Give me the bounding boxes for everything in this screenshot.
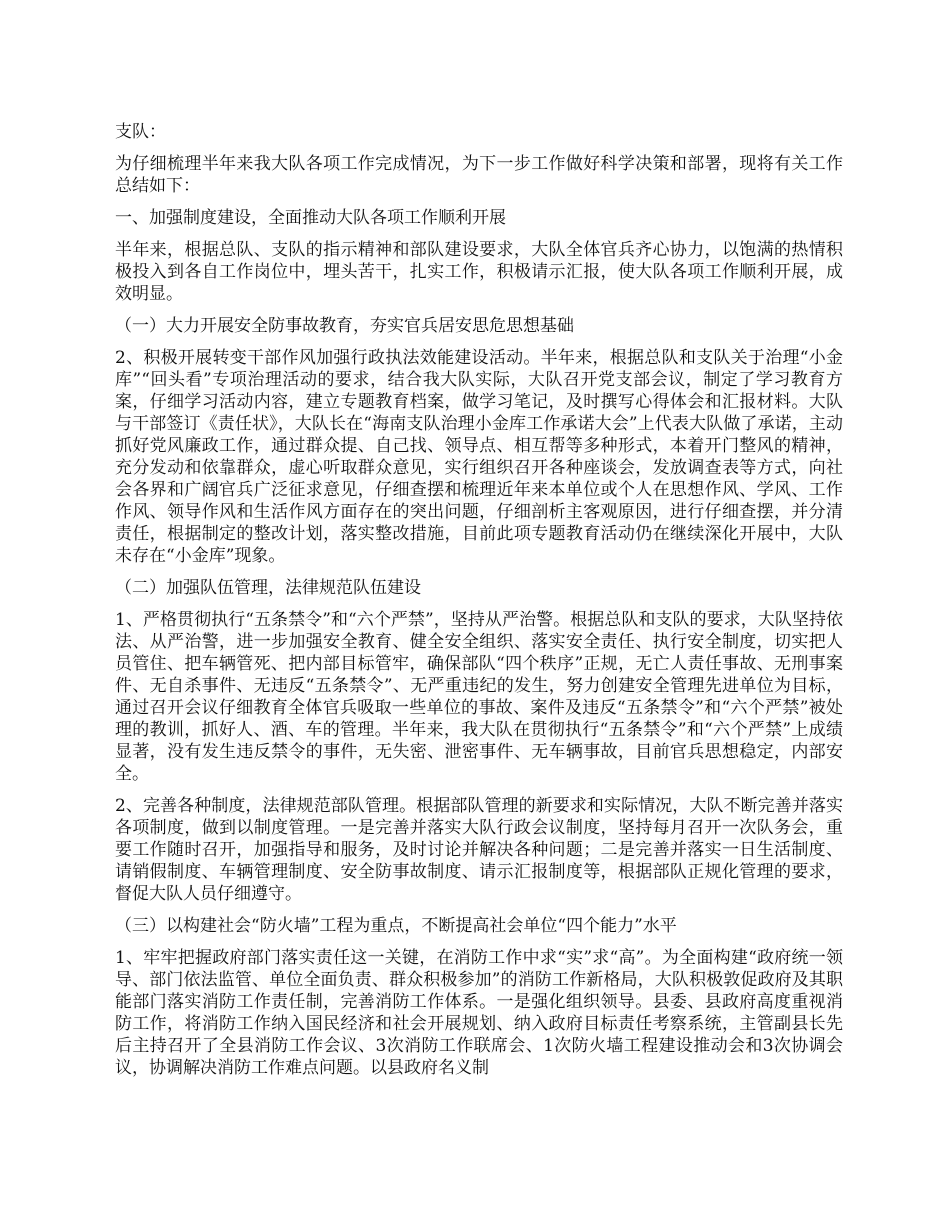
subsection-heading-2: （二）加强队伍管理，法律规范队伍建设	[115, 578, 421, 598]
body-paragraph: 1、严格贯彻执行“五条禁令”和“六个严禁”，坚持从严治警。根据总队和支队的要求，大队坚持依法、从严治警，进一步加强安全教育、健全安全组织、落实安全责任、执行安全制度，切实把人员管住、把车辆管死、把内部目标管牢，确保部队“四个秩序”正规，无亡人责任事故、无刑事案件、无自杀事件、无违反“五条禁令”、无严重违纪的发生，努力创建安全管理先进单位为目标，通过召开会议仔细教育全体官兵吸取一些单位的事故、案件及违反“五条禁令”和“六个严禁”被处理的教训，抓好人、酒、车的管理。半年来，我大队在贯彻执行“五条禁令”和“六个严禁”上成绩显著，没有发生违反禁令的事件，无失密、泄密事件、无车辆事故，目前官兵思想稳定，内部安全。	[115, 610, 843, 784]
subsection-heading-3: （三）以构建社会“防火墙”工程为重点，不断提高社会单位“四个能力”水平	[115, 916, 677, 936]
salutation: 支队：	[115, 122, 166, 142]
body-paragraph: 2、完善各种制度，法律规范部队管理。根据部队管理的新要求和实际情况，大队不断完善并落实各项制度，做到以制度管理。一是完善并落实大队行政会议制度，坚持每月召开一次队务会，重要工作随时召开，加强指导和服务，及时讨论并解决各种问题；二是完善并落实一日生活制度、请销假制度、车辆管理制度、安全防事故制度、请示汇报制度等，根据部队正规化管理的要求，督促大队人员仔细遵守。	[115, 796, 843, 904]
subsection-heading-1: （一）大力开展安全防事故教育，夯实官兵居安思危思想基础	[115, 316, 574, 336]
body-paragraph: 半年来，根据总队、支队的指示精神和部队建设要求，大队全体官兵齐心协力，以饱满的热情积极投入到各自工作岗位中，埋头苦干，扎实工作，积极请示汇报，使大队各项工作顺利开展，成效明显。	[115, 240, 843, 304]
intro-paragraph: 为仔细梳理半年来我大队各项工作完成情况，为下一步工作做好科学决策和部署，现将有关工作总结如下：	[115, 154, 843, 196]
document-page	[115, 121, 843, 1079]
section-heading-1: 一、加强制度建设，全面推动大队各项工作顺利开展	[115, 208, 506, 228]
body-paragraph: 1、牢牢把握政府部门落实责任这一关键，在消防工作中求“实”求“高”。为全面构建“政府统一领导、部门依法监管、单位全面负责、群众积极参加”的消防工作新格局，大队积极敦促政府及其职能部门落实消防工作责任制，完善消防工作体系。一是强化组织领导。县委、县政府高度重视消防工作，将消防工作纳入国民经济和社会开展规划、纳入政府目标责任考察系统，主管副县长先后主持召开了全县消防工作会议、3次消防工作联席会、1次防火墙工程建设推动会和3次协调会议，协调解决消防工作难点问题。以县政府名义制	[115, 948, 843, 1078]
body-paragraph: 2、积极开展转变干部作风加强行政执法效能建设活动。半年来，根据总队和支队关于治理“小金库”“回头看”专项治理活动的要求，结合我大队实际，大队召开党支部会议，制定了学习教育方案，仔细学习活动内容，建立专题教育档案，做学习笔记，及时撰写心得体会和汇报材料。大队与干部签订《责任状》，大队长在“海南支队治理小金库工作承诺大会”上代表大队做了承诺，主动抓好党风廉政工作，通过群众提、自己找、领导点、相互帮等多种形式，本着开门整风的精神，充分发动和依靠群众，虚心听取群众意见，实行组织召开各种座谈会，发放调查表等方式，向社会各界和广阔官兵广泛征求意见，仔细查摆和梳理近年来本单位或个人在思想作风、学风、工作作风、领导作风和生活作风方面存在的突出问题，仔细剖析主客观原因，进行仔细查摆，并分清责任，根据制定的整改计划，落实整改措施，目前此项专题教育活动仍在继续深化开展中，大队未存在“小金库”现象。	[115, 348, 843, 566]
